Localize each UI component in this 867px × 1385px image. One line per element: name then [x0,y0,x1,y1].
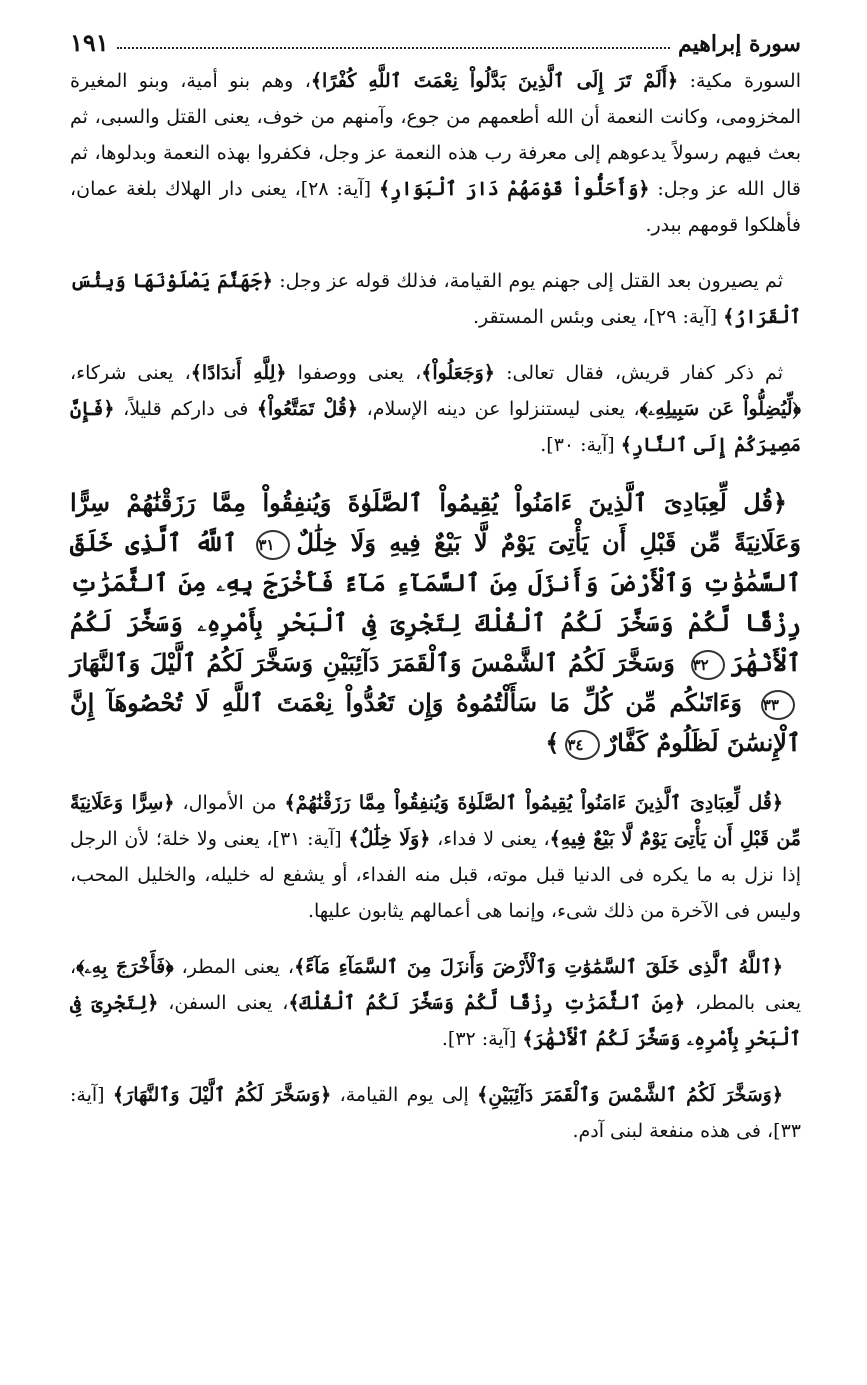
quran-quote: ﴿أَلَمْ تَرَ إِلَى ٱلَّذِينَ بَدَّلُواْ نِعْمَتَ ٱللَّهِ كُفْرًا﴾ [310,70,679,92]
text-span: ثم يصيرون بعد القتل إلى جهنم يوم القيامة، فذلك قوله عز وجل: [272,270,783,292]
text-span: ، يعنى المطر، [173,956,295,978]
verse-34-text: وَءَاتَىٰكُم مِّن كُلِّ مَا سَأَلْتُمُوهُ وَإِن تَعُدُّواْ نِعْمَتَ ٱللَّهِ لَا تُحْصُوهَآ إِنَّ ٱلْإِنسَٰنَ لَظَلُومٌ كَفَّارٌ [70,688,801,757]
text-span: ، يعنى ووصفوا [286,362,422,384]
text-span: ، يعنى شركاء، [70,362,191,384]
quran-quote: ﴿وَسَخَّرَ لَكُمُ ٱلشَّمْسَ وَٱلْقَمَرَ دَآئِبَيْنِ﴾ [477,1084,783,1106]
closing-bracket: ﴾ [545,728,560,757]
quran-verses-block [70,483,801,763]
text-span: ، وهم بنو أمية، وبنو المغيرة المخزومى، وكانت النعمة أن الله أطعمهم من جوع، وآمنهم من خوف، يعنى القتل والسبى، ثم بعث فيهم رسولاً يدعوهم إلى معرفة رب هذه النعمة عز وجل، فكفروا بهذه النعمة وبدلوها، ثم قال الله عز وجل: [70,70,801,200]
text-span: [آية: ٣٠]. [540,434,621,456]
text-span: [آية: ٣٣]، فى هذه منفعة لبنى آدم. [70,1084,801,1142]
quran-quote: ﴿لِلَّهِ أَندَادًا﴾ [190,362,287,384]
quran-quote: ﴿قُلْ تَمَتَّعُواْ﴾ [256,398,359,420]
commentary-paragraph-1 [70,63,801,243]
quran-quote: ﴿فَأَخْرَجَ بِهِۦ﴾ [76,956,174,978]
quran-quote: ﴿لِّيُضِلُّواْ عَن سَبِيلِهِۦ﴾ [639,398,802,420]
text-span: [آية: ٣١]، يعنى ولا خلة؛ لأن الرجل إذا نزل به ما يكره فى الدنيا قبل موته، قبل منه الفداء، أو يشفع له خليله، والخليل المحب، وليس فى الآخرة من ذلك شىء، وإنما هى أعمالهم يثابون عليها. [70,828,801,922]
quran-quote: ﴿وَسَخَّرَ لَكُمُ ٱلَّيْلَ وَٱلنَّهَارَ﴾ [112,1084,332,1106]
text-span: فى داركم قليلاً، [114,398,257,420]
text-span: ، يعنى ليستنزلوا عن دينه الإسلام، [358,398,640,420]
verse-number-marker: ٣٤ [565,730,599,760]
page-number: ١٩١ [70,28,109,57]
text-span: [آية: ٣٢]. [441,1028,523,1050]
text-span: ، يعنى لا فداء، [430,828,550,850]
text-span: من الأموال، [174,792,285,814]
text-span: ثم ذكر كفار قريش، فقال تعالى: [494,362,783,384]
quran-quote: ﴿وَجَعَلُواْ﴾ [421,362,495,384]
quran-quote: ﴿قُل لِّعِبَادِىَ ٱلَّذِينَ ءَامَنُواْ يُقِيمُواْ ٱلصَّلَوٰةَ وَيُنفِقُواْ مِمَّا رَزَقْنَٰهُمْ﴾ [284,792,783,814]
text-span: السورة مكية: [678,70,801,92]
quran-quote: ﴿لِتَجْرِىَ فِى ٱلْبَحْرِ بِأَمْرِهِۦ وَسَخَّرَ لَكُمُ ٱلْأَنْهَٰرَ﴾ [70,992,801,1050]
commentary-paragraph-4 [70,785,801,929]
commentary-paragraph-2 [70,263,801,335]
verse-number-marker: ٣١ [256,530,290,560]
quran-quote: ﴿وَلَا خِلَٰلٌ﴾ [348,828,431,850]
verse-number-marker: ٣٢ [691,650,725,680]
quran-quote: ﴿مِنَ ٱلثَّمَرَٰتِ رِزْقًا لَّكُمْ وَسَخَّرَ لَكُمُ ٱلْفُلْكَ﴾ [288,992,686,1014]
quran-quote: ﴿سِرًّا وَعَلَانِيَةً مِّن قَبْلِ أَن يَأْتِىَ يَوْمٌ لَّا بَيْعٌ فِيهِ﴾ [70,792,801,850]
commentary-paragraph-5 [70,949,801,1057]
surah-title: سورة إبراهيم [678,31,801,57]
commentary-paragraph-6 [70,1077,801,1149]
verse-32-text: ٱللَّهُ ٱلَّذِى خَلَقَ ٱلسَّمَٰوَٰتِ وَٱلْأَرْضَ وَأَنزَلَ مِنَ ٱلسَّمَآءِ مَآءً فَأَخْرَجَ بِهِۦ مِنَ ٱلثَّمَرَٰتِ رِزْقًا لَّكُمْ وَسَخَّرَ لَكُمُ ٱلْفُلْكَ لِتَجْرِىَ فِى ٱلْبَحْرِ بِأَمْرِهِۦ وَسَخَّرَ لَكُمُ ٱلْأَنْهَٰرَ [70,528,801,677]
text-span: [آية: ٢٨]، يعنى دار الهلاك بلغة عمان، فأهلكوا قومهم ببدر. [70,178,801,236]
text-span: إلى يوم القيامة، [331,1084,478,1106]
text-span: ، يعنى بالمطر، [70,956,801,1014]
quran-quote: ﴿فَإِنَّ مَصِيرَكُمْ إِلَى ٱلنَّارِ﴾ [70,398,801,456]
header-dotted-leader [117,47,670,49]
page-header [70,28,801,63]
quran-quote: ﴿ٱللَّهُ ٱلَّذِى خَلَقَ ٱلسَّمَٰوَٰتِ وَٱلْأَرْضَ وَأَنزَلَ مِنَ ٱلسَّمَآءِ مَآءً﴾ [294,956,784,978]
quran-quote: ﴿وَأَحَلُّواْ قَوْمَهُمْ دَارَ ٱلْبَوَارِ﴾ [379,178,650,200]
quran-quote: ﴿جَهَنَّمَ يَصْلَوْنَهَا وَبِئْسَ ٱلْقَرَارُ﴾ [70,270,801,328]
commentary-paragraph-3 [70,355,801,463]
text-span: ، يعنى السفن، [158,992,289,1014]
verse-33-text: وَسَخَّرَ لَكُمُ ٱلشَّمْسَ وَٱلْقَمَرَ دَآئِبَيْنِ وَسَخَّرَ لَكُمُ ٱلَّيْلَ وَٱلنَّهَارَ [70,648,675,677]
text-span: [آية: ٢٩]، يعنى وبئس المستقر. [473,306,724,328]
verse-31-text: ﴿قُل لِّعِبَادِىَ ٱلَّذِينَ ءَامَنُواْ يُقِيمُواْ ٱلصَّلَوٰةَ وَيُنفِقُواْ مِمَّا رَزَقْنَٰهُمْ سِرًّا وَعَلَانِيَةً مِّن قَبْلِ أَن يَأْتِىَ يَوْمٌ لَّا بَيْعٌ فِيهِ وَلَا خِلَٰلٌ [70,488,802,557]
verse-number-marker: ٣٣ [761,690,795,720]
